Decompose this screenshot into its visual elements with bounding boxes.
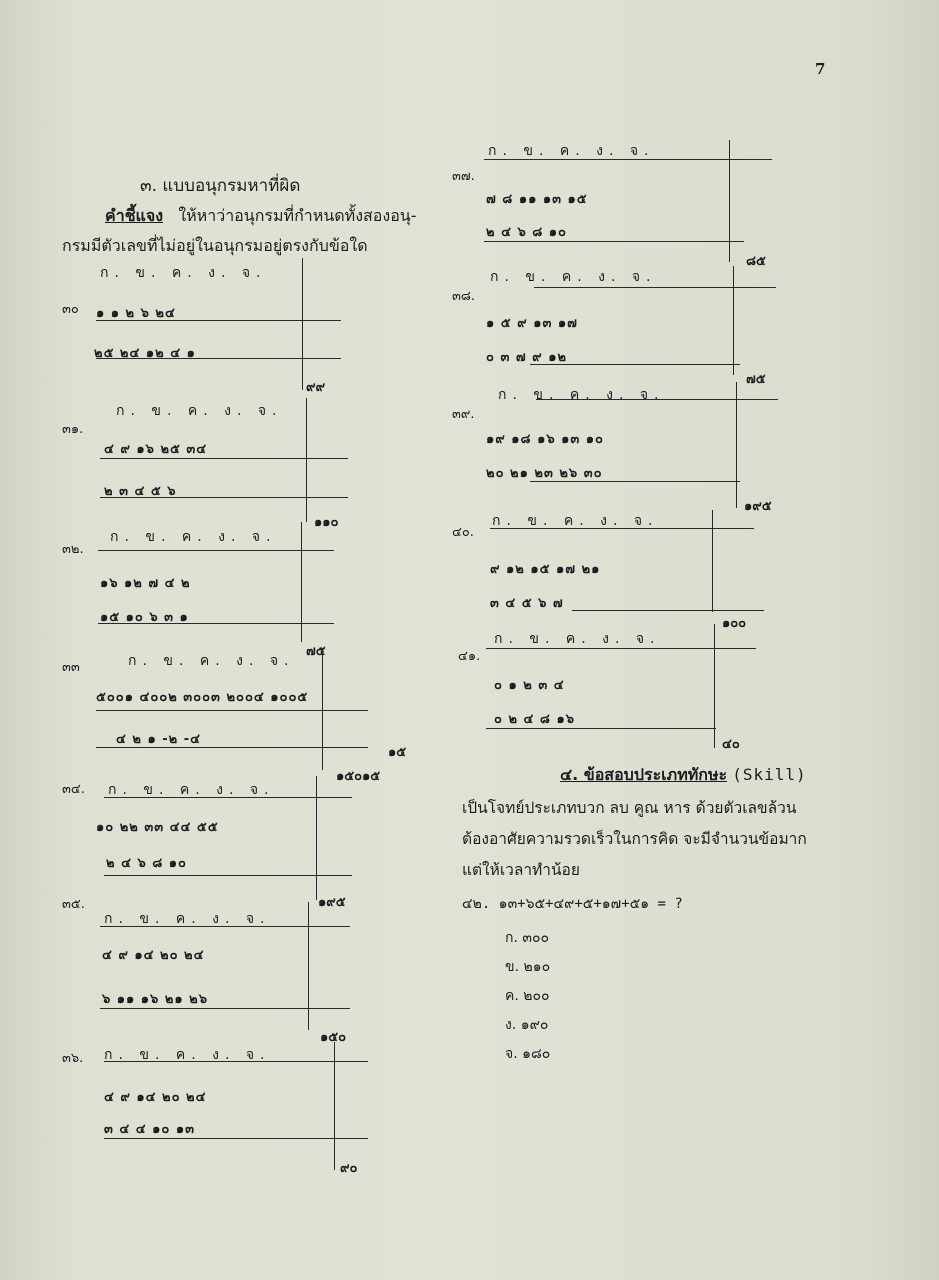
- row-underline: [104, 1138, 368, 1139]
- divider-line: [714, 624, 715, 748]
- choice-header: ก. ข. ค. ง. จ.: [490, 269, 657, 285]
- series-row-2: ๒๕ ๒๔ ๑๒ ๔ ๑: [94, 346, 196, 361]
- header-underline: [104, 797, 352, 798]
- divider-line: [302, 258, 303, 390]
- problem-number: ๓๘.: [452, 289, 476, 304]
- row-underline: [486, 728, 716, 729]
- header-underline: [104, 1061, 368, 1062]
- skill-title-english: (Skill): [732, 765, 807, 784]
- series-row-1: ๔ ๙ ๑๔ ๒๐ ๒๔: [104, 1090, 207, 1105]
- choice-header: ก. ข. ค. ง. จ.: [104, 911, 271, 927]
- row-underline: [98, 623, 334, 624]
- skill-description-3: แต่ให้เวลาทำน้อย: [462, 861, 580, 879]
- problem-number: ๓๖.: [62, 1051, 84, 1066]
- choice-b: ข. ๒๑๐: [505, 959, 551, 975]
- divider-line: [316, 776, 317, 900]
- answer-value: ๙๙: [306, 380, 326, 395]
- problem-number: ๓๑.: [62, 422, 84, 437]
- series-row-1: ๔ ๙ ๑๖ ๒๕ ๓๔: [104, 442, 208, 457]
- series-row-1: ๑๙ ๑๘ ๑๖ ๑๓ ๑๐: [486, 432, 604, 447]
- problem-number: ๓๐: [62, 302, 79, 317]
- choice-d: ง. ๑๙๐: [505, 1017, 549, 1033]
- divider-line: [729, 140, 730, 262]
- choice-header: ก. ข. ค. ง. จ.: [104, 1047, 271, 1063]
- row-underline: [484, 241, 744, 242]
- series-row-2: ๖ ๑๑ ๑๖ ๒๑ ๒๖: [102, 992, 209, 1007]
- header-underline: [490, 528, 754, 529]
- header-underline: [534, 287, 776, 288]
- choice-header: ก. ข. ค. ง. จ.: [498, 387, 665, 403]
- divider-line: [306, 398, 307, 522]
- series-row-1: ๑ ๕ ๙ ๑๓ ๑๗: [486, 316, 578, 331]
- series-row-1: ๐ ๑ ๒ ๓ ๔: [494, 678, 565, 693]
- header-underline: [486, 648, 756, 649]
- problem-number: ๓๓: [62, 660, 80, 675]
- choice-header: ก. ข. ค. ง. จ.: [108, 782, 275, 798]
- divider-line: [733, 266, 734, 375]
- series-row-2: ๒ ๔ ๖ ๘ ๑๐: [486, 225, 567, 240]
- choice-e: จ. ๑๘๐: [505, 1046, 551, 1062]
- instruction-text-1: ให้หาว่าอนุกรมที่กำหนดทั้งสองอนุ-: [178, 206, 417, 225]
- row-underline: [572, 610, 764, 611]
- series-row-2: ๐ ๒ ๔ ๘ ๑๖: [494, 712, 575, 727]
- answer-value: ๑๑๐: [314, 515, 339, 530]
- series-row-1: ๗ ๘ ๑๑ ๑๓ ๑๕: [486, 192, 588, 207]
- series-row-2: ๐ ๓ ๗ ๙ ๑๒: [486, 350, 568, 365]
- skill-title-thai: ๔. ข้อสอบประเภททักษะ: [560, 765, 728, 784]
- choice-header: ก. ข. ค. ง. จ.: [492, 513, 659, 529]
- series-row-1: ๑๐ ๒๒ ๓๓ ๔๔ ๕๕: [96, 820, 219, 835]
- divider-line: [301, 522, 302, 642]
- page-number: 7: [815, 60, 826, 78]
- choice-header: ก. ข. ค. ง. จ.: [494, 631, 661, 647]
- row-underline: [530, 364, 740, 365]
- answer-value: ๑๙๕: [744, 499, 772, 514]
- problem-number: ๓๙.: [452, 407, 475, 422]
- series-row-2: ๑๕ ๑๐ ๖ ๓ ๑: [100, 610, 189, 625]
- choice-header: ก. ข. ค. ง. จ.: [116, 403, 283, 419]
- section-title: ๓. แบบอนุกรมหาที่ผิด: [140, 176, 301, 196]
- answer-value: ๗๕: [306, 644, 326, 659]
- row-underline: [104, 875, 352, 876]
- series-row-2: ๔ ๒ ๑ -๒ -๔: [116, 732, 201, 747]
- divider-line: [308, 902, 309, 1030]
- series-row-1: ๑๖ ๑๒ ๗ ๔ ๒: [100, 576, 191, 591]
- problem-number: ๓๕.: [62, 897, 85, 912]
- answer-value: ๑๙๕: [318, 895, 346, 910]
- row-underline: [100, 1008, 350, 1009]
- row-underline: [530, 481, 740, 482]
- answer-value: ๑๕๐: [320, 1030, 347, 1045]
- series-row-2: ๒ ๔ ๖ ๘ ๑๐: [106, 856, 187, 871]
- row-underline: [96, 358, 341, 359]
- row-underline: [96, 747, 368, 748]
- skill-description-2: ต้องอาศัยความรวดเร็วในการคิด จะมีจำนวนข้อมาก: [462, 830, 807, 848]
- divider-line: [322, 648, 323, 770]
- skill-description-1: เป็นโจทย์ประเภทบวก ลบ คูณ หาร ด้วยตัวเลขล้วน: [462, 799, 797, 817]
- choice-header: ก. ข. ค. ง. จ.: [100, 265, 267, 281]
- series-row-1: ๑ ๑ ๒ ๖ ๒๔: [96, 306, 176, 321]
- divider-line: [712, 510, 713, 612]
- choice-a: ก. ๓๐๐: [505, 930, 550, 946]
- series-row-2: ๓ ๔ ๕ ๖ ๗: [490, 596, 564, 611]
- series-row-1: ๙ ๑๒ ๑๕ ๑๗ ๒๑: [490, 562, 601, 577]
- problem-number: ๓๗.: [452, 169, 475, 184]
- series-row-2: ๒๐ ๒๑ ๒๓ ๒๖ ๓๐: [486, 466, 603, 481]
- choice-c: ค. ๒๐๐: [505, 988, 550, 1004]
- series-row-1: ๔ ๙ ๑๔ ๒๐ ๒๔: [102, 948, 205, 963]
- instruction-line-2: กรมมีตัวเลขที่ไม่อยู่ในอนุกรมอยู่ตรงกับข้อใด: [62, 236, 368, 255]
- answer-value: ๔๐: [722, 737, 740, 752]
- answer-value: ๙๐: [340, 1161, 358, 1176]
- answer-value: ๗๕: [746, 372, 766, 387]
- series-row-1: ๕๐๐๑ ๔๐๐๒ ๓๐๐๓ ๒๐๐๔ ๑๐๐๕: [96, 690, 309, 705]
- problem-number: ๔๐.: [452, 525, 474, 540]
- answer-value: ๘๕: [746, 254, 766, 269]
- choice-header: ก. ข. ค. ง. จ.: [110, 529, 277, 545]
- problem-number: ๓๒.: [62, 542, 84, 557]
- header-underline: [96, 710, 368, 711]
- instruction-line-1: [105, 204, 417, 229]
- problem-number: ๔๑.: [458, 649, 481, 664]
- answer-value-2: ๑๕๐๑๕: [336, 769, 381, 784]
- answer-value: ๑๕: [388, 745, 407, 760]
- row-underline: [100, 497, 348, 498]
- header-underline: [100, 926, 350, 927]
- instruction-label: คำชี้แจง: [105, 206, 164, 225]
- header-underline: [536, 399, 778, 400]
- divider-line: [736, 382, 737, 508]
- choice-header: ก. ข. ค. ง. จ.: [488, 143, 655, 159]
- question-42: ๔๒. ๑๓+๖๕+๔๙+๕+๑๗+๕๑ = ?: [462, 896, 683, 912]
- choice-header: ก. ข. ค. ง. จ.: [128, 653, 295, 669]
- series-row-2: ๒ ๓ ๔ ๕ ๖: [104, 484, 177, 499]
- series-row-2: ๓ ๔ ๔ ๑๐ ๑๓: [104, 1122, 195, 1137]
- header-underline: [98, 550, 334, 551]
- skill-section-title: [560, 763, 807, 788]
- answer-value: ๑๐๐: [722, 616, 747, 631]
- divider-line: [334, 1042, 335, 1170]
- problem-number: ๓๔.: [62, 782, 85, 797]
